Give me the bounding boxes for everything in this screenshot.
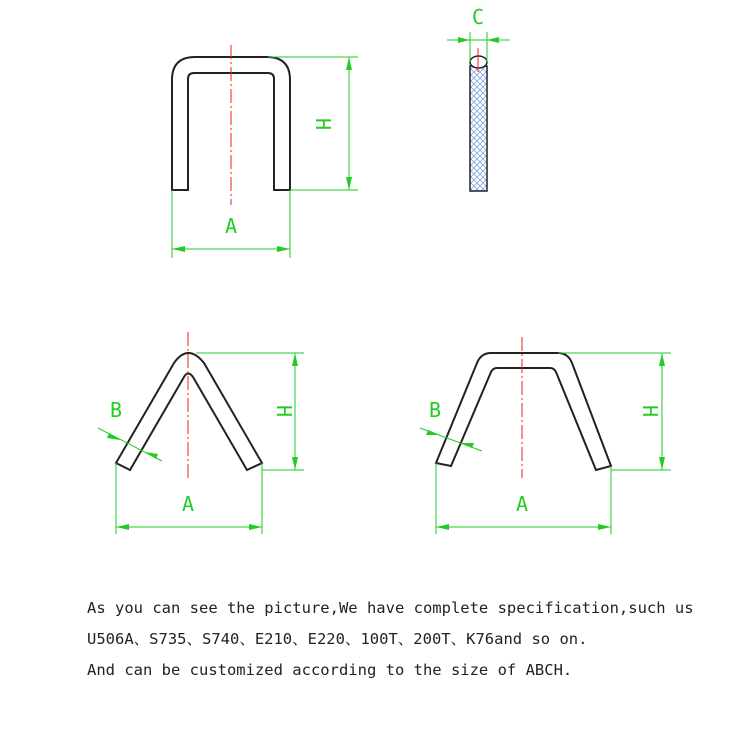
- arrowhead: [436, 524, 449, 530]
- trapezoid-shape-view: [420, 337, 671, 534]
- arrowhead: [426, 430, 440, 435]
- arrowhead: [145, 452, 158, 459]
- dimension-label-b: B: [109, 398, 123, 422]
- arrowhead: [116, 524, 129, 530]
- dimension-label-a: A: [181, 492, 195, 516]
- description-line: U506A、S735、S740、E210、E220、100T、200T、K76and so on.: [87, 630, 588, 648]
- u-shape-front-view: [172, 45, 358, 258]
- dimension-label-h: H: [311, 117, 335, 131]
- arrowhead: [172, 246, 185, 252]
- arrowhead: [277, 246, 290, 252]
- arrowhead: [458, 37, 470, 43]
- v-staple-outline: [116, 353, 262, 470]
- specification-description: [87, 593, 737, 686]
- dimension-label-c: C: [471, 5, 485, 29]
- description-line: And can be customized according to the size of ABCH.: [87, 661, 573, 679]
- v-shape-view: [98, 332, 304, 534]
- arrowhead: [598, 524, 611, 530]
- arrowhead: [659, 353, 665, 366]
- arrowhead: [346, 177, 352, 190]
- arrowhead: [292, 353, 298, 366]
- arrowhead: [460, 443, 474, 448]
- dimension-label-b: B: [428, 398, 442, 422]
- dimension-label-h: H: [638, 404, 662, 418]
- arrowhead: [659, 457, 665, 470]
- dimension-label-a: A: [224, 214, 238, 238]
- arrowhead: [249, 524, 262, 530]
- arrowhead: [107, 433, 120, 440]
- arrowhead: [292, 457, 298, 470]
- description-line: As you can see the picture,We have complete specification,such us: [87, 599, 694, 617]
- dimension-label-h: H: [272, 404, 296, 418]
- dimension-label-a: A: [515, 492, 529, 516]
- trapezoid-staple-outline: [436, 353, 611, 470]
- u-shape-side-view: [447, 5, 510, 191]
- arrowhead: [487, 37, 499, 43]
- wire-section-hatched: [470, 66, 487, 191]
- arrowhead: [346, 57, 352, 70]
